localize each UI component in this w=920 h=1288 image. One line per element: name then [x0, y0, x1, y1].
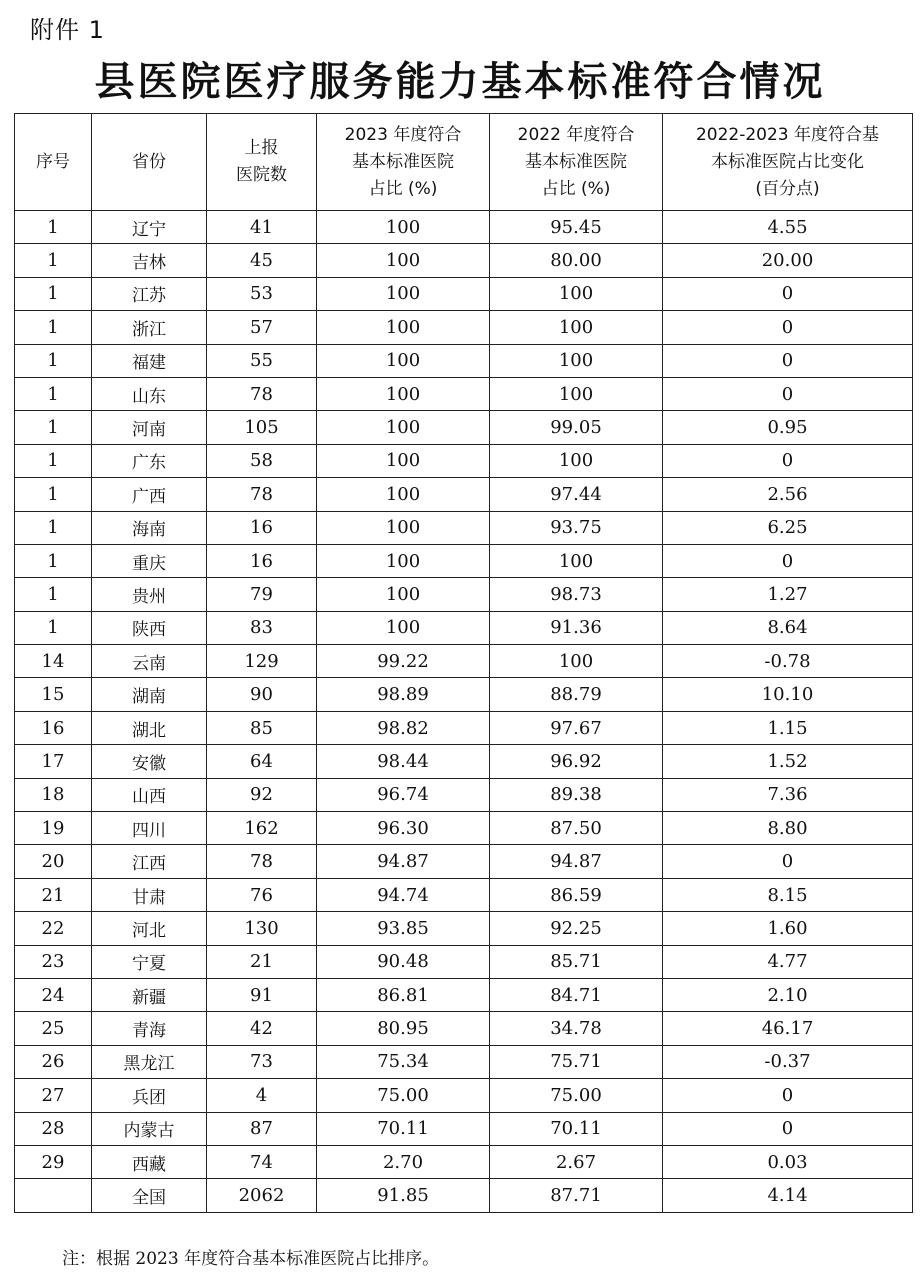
- share-2022-cell: 97.44: [490, 478, 663, 511]
- share-2023-cell: 100: [317, 478, 490, 511]
- reported-count-cell: 55: [207, 344, 317, 377]
- rank-cell: 14: [15, 645, 92, 678]
- table-row: [15, 945, 913, 978]
- reported-count-cell: 42: [207, 1012, 317, 1045]
- header-line: 占比 (%): [368, 178, 438, 199]
- share-2023-cell: 100: [317, 211, 490, 244]
- change-cell: 0: [663, 1112, 913, 1145]
- change-cell: 1.27: [663, 578, 913, 611]
- share-2023-cell: 94.74: [317, 878, 490, 911]
- header-province: [92, 114, 207, 211]
- reported-count-cell: 57: [207, 311, 317, 344]
- table-row: [15, 812, 913, 845]
- table-row: [15, 277, 913, 310]
- province-cell: 甘肃: [92, 878, 207, 911]
- share-2023-cell: 100: [317, 411, 490, 444]
- header-2022-share: [490, 114, 663, 211]
- share-2023-cell: 100: [317, 277, 490, 310]
- province-cell: 广西: [92, 478, 207, 511]
- reported-count-cell: 16: [207, 544, 317, 577]
- header-line: 上报: [244, 138, 279, 158]
- share-2023-cell: 96.74: [317, 778, 490, 811]
- footnote: 注：根据 2023 年度符合基本标准医院占比排序。: [62, 1249, 440, 1269]
- table-row: [15, 645, 913, 678]
- share-2022-cell: 93.75: [490, 511, 663, 544]
- reported-count-cell: 85: [207, 711, 317, 744]
- header-reported-hospitals: [207, 114, 317, 211]
- share-2022-cell: 95.45: [490, 211, 663, 244]
- share-2022-cell: 100: [490, 544, 663, 577]
- reported-count-cell: 64: [207, 745, 317, 778]
- table-row: [15, 511, 913, 544]
- share-2023-cell: 100: [317, 444, 490, 477]
- share-2023-cell: 93.85: [317, 912, 490, 945]
- province-cell: 江苏: [92, 277, 207, 310]
- reported-count-cell: 76: [207, 878, 317, 911]
- reported-count-cell: 92: [207, 778, 317, 811]
- rank-cell: [15, 1179, 92, 1212]
- reported-count-cell: 4: [207, 1079, 317, 1112]
- change-cell: -0.78: [663, 645, 913, 678]
- table-row: [15, 211, 913, 244]
- share-2023-cell: 94.87: [317, 845, 490, 878]
- share-2023-cell: 75.34: [317, 1045, 490, 1078]
- change-cell: 2.10: [663, 978, 913, 1011]
- header-share-change: [663, 114, 913, 211]
- change-cell: 4.77: [663, 945, 913, 978]
- share-2023-cell: 100: [317, 311, 490, 344]
- share-2022-cell: 100: [490, 277, 663, 310]
- change-cell: 8.15: [663, 878, 913, 911]
- table-row: [15, 878, 913, 911]
- header-rank: [15, 114, 92, 211]
- compliance-table: [14, 113, 913, 1213]
- share-2022-cell: 100: [490, 645, 663, 678]
- change-cell: 0: [663, 277, 913, 310]
- table-row: [15, 1112, 913, 1145]
- change-cell: 2.56: [663, 478, 913, 511]
- header-line: 2022-2023 年度符合基: [695, 124, 880, 145]
- rank-cell: 1: [15, 311, 92, 344]
- reported-count-cell: 130: [207, 912, 317, 945]
- reported-count-cell: 21: [207, 945, 317, 978]
- table-row: [15, 845, 913, 878]
- share-2022-cell: 70.11: [490, 1112, 663, 1145]
- reported-count-cell: 78: [207, 377, 317, 410]
- rank-cell: 1: [15, 377, 92, 410]
- header-line: 医院数: [236, 165, 287, 185]
- share-2022-cell: 75.00: [490, 1079, 663, 1112]
- share-2023-cell: 90.48: [317, 945, 490, 978]
- header-line: 基本标准医院: [525, 151, 627, 172]
- table-row: [15, 912, 913, 945]
- province-cell: 青海: [92, 1012, 207, 1045]
- reported-count-cell: 83: [207, 611, 317, 644]
- share-2022-cell: 89.38: [490, 778, 663, 811]
- share-2022-cell: 85.71: [490, 945, 663, 978]
- province-cell: 湖北: [92, 711, 207, 744]
- share-2022-cell: 80.00: [490, 244, 663, 277]
- rank-cell: 1: [15, 211, 92, 244]
- table-row: [15, 1012, 913, 1045]
- reported-count-cell: 91: [207, 978, 317, 1011]
- share-2023-cell: 100: [317, 344, 490, 377]
- header-line: 占比 (%): [541, 178, 611, 199]
- reported-count-cell: 78: [207, 845, 317, 878]
- change-cell: 8.64: [663, 611, 913, 644]
- province-cell: 新疆: [92, 978, 207, 1011]
- rank-cell: 25: [15, 1012, 92, 1045]
- province-cell: 海南: [92, 511, 207, 544]
- reported-count-cell: 45: [207, 244, 317, 277]
- share-2022-cell: 88.79: [490, 678, 663, 711]
- change-cell: 0: [663, 544, 913, 577]
- share-2023-cell: 91.85: [317, 1179, 490, 1212]
- share-2022-cell: 99.05: [490, 411, 663, 444]
- share-2022-cell: 94.87: [490, 845, 663, 878]
- province-cell: 辽宁: [92, 211, 207, 244]
- rank-cell: 18: [15, 778, 92, 811]
- share-2022-cell: 96.92: [490, 745, 663, 778]
- table-row: [15, 678, 913, 711]
- table-row: [15, 611, 913, 644]
- share-2022-cell: 86.59: [490, 878, 663, 911]
- rank-cell: 17: [15, 745, 92, 778]
- table-row: [15, 478, 913, 511]
- share-2022-cell: 100: [490, 377, 663, 410]
- province-cell: 黑龙江: [92, 1045, 207, 1078]
- table-row: [15, 1045, 913, 1078]
- reported-count-cell: 2062: [207, 1179, 317, 1212]
- share-2023-cell: 100: [317, 511, 490, 544]
- rank-cell: 22: [15, 912, 92, 945]
- rank-cell: 21: [15, 878, 92, 911]
- province-cell: 广东: [92, 444, 207, 477]
- table-row: [15, 544, 913, 577]
- share-2022-cell: 87.71: [490, 1179, 663, 1212]
- table-row: [15, 244, 913, 277]
- reported-count-cell: 73: [207, 1045, 317, 1078]
- rank-cell: 1: [15, 344, 92, 377]
- province-cell: 河北: [92, 912, 207, 945]
- rank-cell: 28: [15, 1112, 92, 1145]
- rank-cell: 1: [15, 544, 92, 577]
- share-2022-cell: 87.50: [490, 812, 663, 845]
- reported-count-cell: 87: [207, 1112, 317, 1145]
- table-body: [15, 211, 913, 1213]
- share-2022-cell: 2.67: [490, 1145, 663, 1178]
- rank-cell: 20: [15, 845, 92, 878]
- reported-count-cell: 53: [207, 277, 317, 310]
- reported-count-cell: 162: [207, 812, 317, 845]
- table-row: [15, 778, 913, 811]
- province-cell: 内蒙古: [92, 1112, 207, 1145]
- change-cell: 6.25: [663, 511, 913, 544]
- rank-cell: 26: [15, 1045, 92, 1078]
- province-cell: 福建: [92, 344, 207, 377]
- province-cell: 陕西: [92, 611, 207, 644]
- header-line: 省份: [132, 151, 166, 172]
- header-line: 2022 年度符合: [517, 124, 635, 145]
- reported-count-cell: 105: [207, 411, 317, 444]
- change-cell: 4.14: [663, 1179, 913, 1212]
- table-row: [15, 344, 913, 377]
- province-cell: 西藏: [92, 1145, 207, 1178]
- rank-cell: 1: [15, 478, 92, 511]
- province-cell: 山东: [92, 377, 207, 410]
- province-cell: 宁夏: [92, 945, 207, 978]
- rank-cell: 1: [15, 444, 92, 477]
- share-2023-cell: 80.95: [317, 1012, 490, 1045]
- change-cell: 4.55: [663, 211, 913, 244]
- change-cell: 0.95: [663, 411, 913, 444]
- province-cell: 贵州: [92, 578, 207, 611]
- share-2023-cell: 86.81: [317, 978, 490, 1011]
- rank-cell: 15: [15, 678, 92, 711]
- province-cell: 全国: [92, 1179, 207, 1212]
- share-2023-cell: 98.44: [317, 745, 490, 778]
- table-row: [15, 578, 913, 611]
- province-cell: 重庆: [92, 544, 207, 577]
- share-2023-cell: 100: [317, 578, 490, 611]
- rank-cell: 27: [15, 1079, 92, 1112]
- province-cell: 浙江: [92, 311, 207, 344]
- reported-count-cell: 58: [207, 444, 317, 477]
- province-cell: 四川: [92, 812, 207, 845]
- change-cell: 7.36: [663, 778, 913, 811]
- page-title: 县医院医疗服务能力基本标准符合情况: [94, 59, 826, 105]
- share-2023-cell: 100: [317, 544, 490, 577]
- change-cell: 1.52: [663, 745, 913, 778]
- header-line: 基本标准医院: [352, 151, 454, 172]
- rank-cell: 1: [15, 411, 92, 444]
- share-2023-cell: 100: [317, 244, 490, 277]
- table-row: [15, 311, 913, 344]
- share-2023-cell: 98.89: [317, 678, 490, 711]
- header-line: 2023 年度符合: [344, 124, 462, 145]
- change-cell: 46.17: [663, 1012, 913, 1045]
- rank-cell: 1: [15, 611, 92, 644]
- rank-cell: 19: [15, 812, 92, 845]
- share-2023-cell: 96.30: [317, 812, 490, 845]
- share-2023-cell: 75.00: [317, 1079, 490, 1112]
- province-cell: 兵团: [92, 1079, 207, 1112]
- table-row: [15, 711, 913, 744]
- change-cell: 0.03: [663, 1145, 913, 1178]
- table-row-national-total: [15, 1179, 913, 1212]
- reported-count-cell: 41: [207, 211, 317, 244]
- share-2022-cell: 100: [490, 311, 663, 344]
- rank-cell: 16: [15, 711, 92, 744]
- share-2022-cell: 98.73: [490, 578, 663, 611]
- rank-cell: 1: [15, 578, 92, 611]
- province-cell: 湖南: [92, 678, 207, 711]
- province-cell: 吉林: [92, 244, 207, 277]
- header-2023-share: [317, 114, 490, 211]
- rank-cell: 23: [15, 945, 92, 978]
- change-cell: 0: [663, 1079, 913, 1112]
- table-row: [15, 978, 913, 1011]
- change-cell: 0: [663, 344, 913, 377]
- province-cell: 安徽: [92, 745, 207, 778]
- reported-count-cell: 78: [207, 478, 317, 511]
- table-row: [15, 745, 913, 778]
- share-2023-cell: 98.82: [317, 711, 490, 744]
- change-cell: 0: [663, 311, 913, 344]
- change-cell: 0: [663, 377, 913, 410]
- header-line: (百分点): [755, 178, 820, 199]
- attachment-label: 附件 1: [30, 16, 105, 44]
- reported-count-cell: 16: [207, 511, 317, 544]
- share-2022-cell: 91.36: [490, 611, 663, 644]
- table-row: [15, 411, 913, 444]
- rank-cell: 1: [15, 244, 92, 277]
- change-cell: 10.10: [663, 678, 913, 711]
- change-cell: 0: [663, 845, 913, 878]
- share-2023-cell: 99.22: [317, 645, 490, 678]
- change-cell: 20.00: [663, 244, 913, 277]
- province-cell: 云南: [92, 645, 207, 678]
- reported-count-cell: 74: [207, 1145, 317, 1178]
- reported-count-cell: 79: [207, 578, 317, 611]
- reported-count-cell: 129: [207, 645, 317, 678]
- rank-cell: 24: [15, 978, 92, 1011]
- share-2022-cell: 100: [490, 444, 663, 477]
- change-cell: 0: [663, 444, 913, 477]
- table-header-row: [15, 114, 913, 211]
- rank-cell: 29: [15, 1145, 92, 1178]
- share-2022-cell: 75.71: [490, 1045, 663, 1078]
- change-cell: 1.15: [663, 711, 913, 744]
- province-cell: 河南: [92, 411, 207, 444]
- share-2023-cell: 70.11: [317, 1112, 490, 1145]
- change-cell: 1.60: [663, 912, 913, 945]
- table-row: [15, 1079, 913, 1112]
- share-2022-cell: 97.67: [490, 711, 663, 744]
- header-line: 序号: [36, 151, 70, 172]
- share-2022-cell: 84.71: [490, 978, 663, 1011]
- table-row: [15, 1145, 913, 1178]
- table-row: [15, 444, 913, 477]
- province-cell: 山西: [92, 778, 207, 811]
- province-cell: 江西: [92, 845, 207, 878]
- change-cell: 8.80: [663, 812, 913, 845]
- share-2023-cell: 2.70: [317, 1145, 490, 1178]
- header-line: 本标准医院占比变化: [711, 151, 864, 172]
- share-2023-cell: 100: [317, 377, 490, 410]
- share-2023-cell: 100: [317, 611, 490, 644]
- rank-cell: 1: [15, 511, 92, 544]
- rank-cell: 1: [15, 277, 92, 310]
- reported-count-cell: 90: [207, 678, 317, 711]
- change-cell: -0.37: [663, 1045, 913, 1078]
- share-2022-cell: 100: [490, 344, 663, 377]
- share-2022-cell: 34.78: [490, 1012, 663, 1045]
- table-row: [15, 377, 913, 410]
- share-2022-cell: 92.25: [490, 912, 663, 945]
